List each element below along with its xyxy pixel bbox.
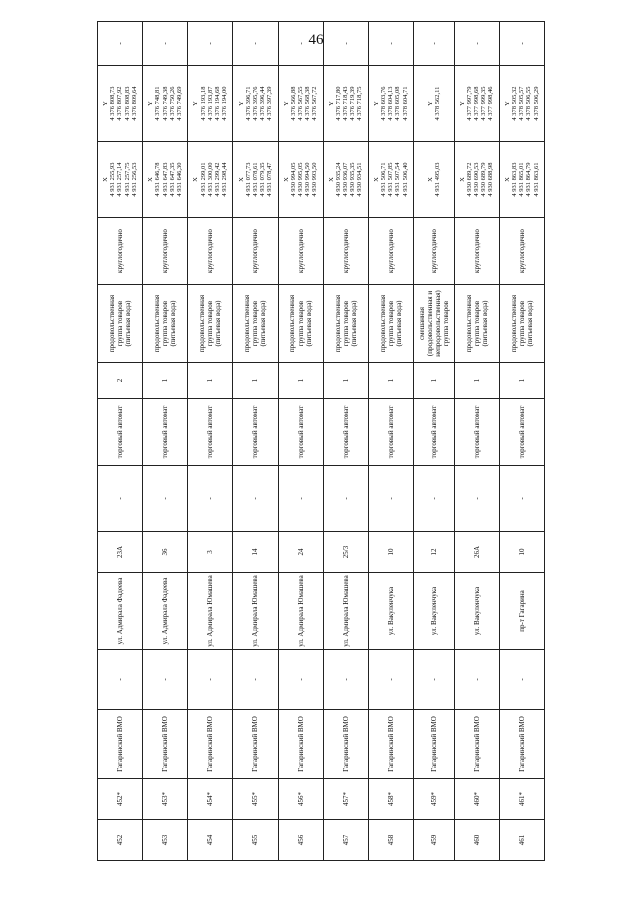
house-cell: 25/3 <box>323 532 368 573</box>
empty-cell: - <box>499 650 544 710</box>
street-cell: ул. Адмирала Фадеева <box>98 573 143 650</box>
x-coordinate-value: 4 931 646,30 <box>175 162 183 197</box>
x-coordinate-label: X <box>372 177 380 182</box>
rotated-table-wrapper <box>97 42 545 861</box>
object-type-cell: торговый автомат <box>368 399 413 466</box>
count-cell: 1 <box>188 363 233 399</box>
district-cell: Гагаринский ВМО <box>233 710 278 779</box>
x-coordinate-value: 4 931 256,53 <box>130 162 138 197</box>
object-type-cell: торговый автомат <box>278 399 323 466</box>
goods-cell: продовольственная группа товаров (питьевая вода) <box>499 285 544 363</box>
row-number: 456 <box>278 820 323 861</box>
y-coordinate-label: Y <box>192 101 200 106</box>
extra-cell: - <box>188 22 233 66</box>
y-coordinate-value: 4 376 749,38 <box>161 86 169 121</box>
y-coordinate-value: 4 378 603,76 <box>380 86 388 121</box>
x-coordinates-cell <box>278 142 323 218</box>
x-coordinate-label: X <box>327 177 335 182</box>
goods-cell: продовольственная группа товаров (питьевая вода) <box>98 285 143 363</box>
x-coordinate-value: 4 930 995,05 <box>296 162 304 197</box>
y-coordinates-cell <box>278 66 323 142</box>
empty-cell: - <box>413 650 454 710</box>
table-row <box>278 22 323 861</box>
object-type-cell: торговый автомат <box>188 399 233 466</box>
empty-cell: - <box>499 466 544 532</box>
count-cell: 1 <box>499 363 544 399</box>
x-coordinate-value: 4 931 077,73 <box>244 162 252 197</box>
x-coordinate-label: X <box>102 177 110 182</box>
y-coordinate-label: Y <box>372 101 380 106</box>
x-coordinate-value: 4 930 934,51 <box>356 162 364 197</box>
empty-cell: - <box>143 466 188 532</box>
y-coordinate-label: Y <box>458 101 466 106</box>
x-coordinates-cell <box>323 142 368 218</box>
x-coordinate-label: X <box>237 177 245 182</box>
x-coordinate-value: 4 931 647,83 <box>161 162 169 197</box>
district-cell: Гагаринский ВМО <box>188 710 233 779</box>
x-coordinate-value: 4 931 299,42 <box>213 162 221 197</box>
x-coordinates-cell <box>143 142 188 218</box>
y-coordinate-value: 4 376 194,68 <box>213 86 221 121</box>
y-coordinate-value: 4 376 808,73 <box>109 86 117 121</box>
x-coordinate-value: 4 931 495,03 <box>433 162 441 197</box>
district-cell: Гагаринский ВМО <box>499 710 544 779</box>
y-coordinate-label: Y <box>327 101 335 106</box>
y-coordinate-value: 4 377 998,68 <box>473 86 481 121</box>
x-coordinate-value: 4 930 993,50 <box>311 162 319 197</box>
y-coordinate-label: Y <box>504 101 512 106</box>
empty-cell: - <box>454 466 499 532</box>
x-coordinate-value: 4 931 299,01 <box>199 162 207 197</box>
extra-cell: - <box>143 22 188 66</box>
y-coordinate-value: 4 377 999,35 <box>480 86 488 121</box>
regime-cell: круглогодично <box>323 218 368 285</box>
x-coordinate-value: 4 931 646,78 <box>154 162 162 197</box>
y-coordinate-value: 4 376 395,76 <box>251 86 259 121</box>
street-cell: ул. Вакуленчука <box>368 573 413 650</box>
y-coordinate-value: 4 376 749,69 <box>175 86 183 121</box>
empty-cell: - <box>188 650 233 710</box>
street-cell: ул. Адмирала Фадеева <box>143 573 188 650</box>
extra-cell: - <box>98 22 143 66</box>
y-coordinate-value: 4 376 193,18 <box>199 86 207 121</box>
empty-cell: - <box>98 650 143 710</box>
goods-cell: продовольственная группа товаров (питьевая вода) <box>323 285 368 363</box>
y-coordinate-value: 4 377 998,46 <box>487 86 495 121</box>
district-cell: Гагаринский ВМО <box>413 710 454 779</box>
sub-number: 454* <box>188 779 233 820</box>
object-type-cell: торговый автомат <box>454 399 499 466</box>
extra-cell: - <box>413 22 454 66</box>
y-coordinate-value: 4 378 604,71 <box>401 86 409 121</box>
x-coordinate-label: X <box>192 177 200 182</box>
y-coordinate-label: Y <box>282 101 290 106</box>
y-coordinate-value: 4 378 562,11 <box>433 86 441 121</box>
empty-cell: - <box>278 650 323 710</box>
y-coordinate-value: 4 378 506,55 <box>525 86 533 121</box>
object-type-cell: торговый автомат <box>143 399 188 466</box>
count-cell: 1 <box>233 363 278 399</box>
street-cell: ул. Вакуленчука <box>413 573 454 650</box>
x-coordinates-cell <box>454 142 499 218</box>
house-cell: 3 <box>188 532 233 573</box>
table-row <box>323 22 368 861</box>
goods-cell: продовольственная группа товаров (питьевая вода) <box>368 285 413 363</box>
empty-cell: - <box>368 466 413 532</box>
count-cell: 1 <box>323 363 368 399</box>
street-cell: пр-т Гагарина <box>499 573 544 650</box>
house-cell: 10 <box>368 532 413 573</box>
empty-cell: - <box>233 650 278 710</box>
street-cell: ул. Адмирала Юмашева <box>188 573 233 650</box>
sub-number: 461* <box>499 779 544 820</box>
row-number: 455 <box>233 820 278 861</box>
street-cell: ул. Адмирала Юмашева <box>323 573 368 650</box>
y-coordinate-value: 4 376 397,39 <box>266 86 274 121</box>
count-cell: 1 <box>413 363 454 399</box>
y-coordinate-value: 4 376 568,38 <box>304 86 312 121</box>
count-cell: 1 <box>143 363 188 399</box>
empty-cell: - <box>413 466 454 532</box>
y-coordinate-value: 4 376 396,71 <box>244 86 252 121</box>
x-coordinate-value: 4 931 863,61 <box>532 162 540 197</box>
empty-cell: - <box>98 466 143 532</box>
y-coordinate-value: 4 376 809,64 <box>130 86 138 121</box>
y-coordinates-cell <box>499 66 544 142</box>
x-coordinate-value: 4 931 507,85 <box>387 162 395 197</box>
district-cell: Гагаринский ВМО <box>98 710 143 779</box>
empty-cell: - <box>454 650 499 710</box>
regime-cell: круглогодично <box>188 218 233 285</box>
y-coordinates-cell <box>233 66 278 142</box>
empty-cell: - <box>323 650 368 710</box>
table-row <box>233 22 278 861</box>
y-coordinate-value: 4 376 717,80 <box>334 86 342 121</box>
house-cell: 14 <box>233 532 278 573</box>
x-coordinate-value: 4 931 257,75 <box>123 162 131 197</box>
y-coordinate-value: 4 376 396,44 <box>259 86 266 121</box>
sub-number: 452* <box>98 779 143 820</box>
x-coordinate-label: X <box>426 177 434 182</box>
street-cell: ул. Адмирала Юмашева <box>278 573 323 650</box>
regime-cell: круглогодично <box>499 218 544 285</box>
object-type-cell: торговый автомат <box>323 399 368 466</box>
x-coordinate-label: X <box>458 177 466 182</box>
row-number: 453 <box>143 820 188 861</box>
x-coordinates-cell <box>413 142 454 218</box>
district-cell: Гагаринский ВМО <box>143 710 188 779</box>
house-cell: 12 <box>413 532 454 573</box>
y-coordinate-label: Y <box>426 101 434 106</box>
table-row <box>143 22 188 861</box>
regime-cell: круглогодично <box>454 218 499 285</box>
row-number: 461 <box>499 820 544 861</box>
y-coordinate-value: 4 376 193,87 <box>206 86 214 121</box>
y-coordinate-value: 4 376 194,00 <box>221 86 229 121</box>
object-type-cell: торговый автомат <box>98 399 143 466</box>
goods-cell: продовольственная группа товаров (питьевая вода) <box>188 285 233 363</box>
goods-cell: продовольственная группа товаров (питьевая вода) <box>278 285 323 363</box>
x-coordinate-value: 4 931 257,14 <box>116 162 124 197</box>
sub-number: 455* <box>233 779 278 820</box>
x-coordinate-value: 4 931 078,61 <box>251 162 259 197</box>
house-cell: 26А <box>454 532 499 573</box>
y-coordinate-value: 4 376 807,92 <box>116 86 124 121</box>
table-row <box>188 22 233 861</box>
goods-cell: продовольственная группа товаров (питьевая вода) <box>143 285 188 363</box>
regime-cell: круглогодично <box>98 218 143 285</box>
x-coordinate-value: 4 931 079,35 <box>259 162 266 197</box>
y-coordinate-value: 4 376 718,43 <box>342 86 350 121</box>
sub-number: 460* <box>454 779 499 820</box>
y-coordinate-label: Y <box>147 101 155 106</box>
y-coordinate-value: 4 378 506,29 <box>532 86 540 121</box>
table-row <box>454 22 499 861</box>
y-coordinates-cell <box>143 66 188 142</box>
y-coordinate-value: 4 376 567,55 <box>296 86 304 121</box>
empty-cell: - <box>143 650 188 710</box>
x-coordinate-value: 4 930 994,50 <box>304 162 312 197</box>
y-coordinate-label: Y <box>102 101 110 106</box>
x-coordinate-value: 4 930 935,35 <box>349 162 357 197</box>
y-coordinate-value: 4 376 808,83 <box>123 86 131 121</box>
district-cell: Гагаринский ВМО <box>278 710 323 779</box>
extra-cell: - <box>233 22 278 66</box>
sub-number: 458* <box>368 779 413 820</box>
district-cell: Гагаринский ВМО <box>454 710 499 779</box>
house-cell: 10 <box>499 532 544 573</box>
x-coordinate-value: 4 930 689,79 <box>480 162 488 197</box>
y-coordinate-value: 4 376 719,39 <box>349 86 357 121</box>
placement-table <box>97 21 545 861</box>
y-coordinates-cell <box>368 66 413 142</box>
y-coordinates-cell <box>188 66 233 142</box>
district-cell: Гагаринский ВМО <box>368 710 413 779</box>
regime-cell: круглогодично <box>368 218 413 285</box>
sub-number: 453* <box>143 779 188 820</box>
x-coordinate-value: 4 931 298,44 <box>221 162 229 197</box>
x-coordinates-cell <box>499 142 544 218</box>
x-coordinate-value: 4 931 506,71 <box>380 162 388 197</box>
regime-cell: круглогодично <box>233 218 278 285</box>
empty-cell: - <box>278 466 323 532</box>
extra-cell: - <box>323 22 368 66</box>
x-coordinate-value: 4 931 647,35 <box>168 162 176 197</box>
y-coordinate-value: 4 376 750,26 <box>168 86 176 121</box>
goods-cell: смешанная (продовольственная и непродовольственная) группа товаров <box>413 285 454 363</box>
y-coordinate-value: 4 376 567,72 <box>311 86 319 121</box>
empty-cell: - <box>233 466 278 532</box>
object-type-cell: торговый автомат <box>499 399 544 466</box>
x-coordinate-value: 4 930 689,72 <box>466 162 474 197</box>
empty-cell: - <box>188 466 233 532</box>
empty-cell: - <box>368 650 413 710</box>
x-coordinate-value: 4 930 994,05 <box>289 162 297 197</box>
x-coordinate-value: 4 931 507,54 <box>394 162 402 197</box>
y-coordinate-value: 4 378 604,13 <box>387 86 395 121</box>
table-row <box>413 22 454 861</box>
object-type-cell: торговый автомат <box>413 399 454 466</box>
x-coordinate-label: X <box>282 177 290 182</box>
x-coordinate-value: 4 930 690,53 <box>473 162 481 197</box>
x-coordinate-value: 4 930 935,24 <box>334 162 342 197</box>
row-number: 458 <box>368 820 413 861</box>
row-number: 460 <box>454 820 499 861</box>
y-coordinate-label: Y <box>237 101 245 106</box>
x-coordinate-value: 4 931 078,47 <box>266 162 274 197</box>
sub-number: 456* <box>278 779 323 820</box>
y-coordinates-cell <box>98 66 143 142</box>
goods-cell: продовольственная группа товаров (питьевая вода) <box>454 285 499 363</box>
object-type-cell: торговый автомат <box>233 399 278 466</box>
goods-cell: продовольственная группа товаров (питьевая вода) <box>233 285 278 363</box>
extra-cell: - <box>278 22 323 66</box>
x-coordinate-value: 4 931 865,01 <box>518 162 526 197</box>
x-coordinate-value: 4 931 300,00 <box>206 162 214 197</box>
count-cell: 1 <box>454 363 499 399</box>
row-number: 459 <box>413 820 454 861</box>
extra-cell: - <box>454 22 499 66</box>
page-number: 46 <box>308 32 324 48</box>
count-cell: 1 <box>368 363 413 399</box>
count-cell: 2 <box>98 363 143 399</box>
y-coordinate-value: 4 378 505,32 <box>511 86 519 121</box>
house-cell: 23А <box>98 532 143 573</box>
x-coordinate-value: 4 931 863,83 <box>511 162 519 197</box>
street-cell: ул. Вакуленчука <box>454 573 499 650</box>
x-coordinate-label: X <box>147 177 155 182</box>
y-coordinates-cell <box>323 66 368 142</box>
y-coordinates-cell <box>413 66 454 142</box>
house-cell: 36 <box>143 532 188 573</box>
x-coordinates-cell <box>98 142 143 218</box>
regime-cell: круглогодично <box>143 218 188 285</box>
count-cell: 1 <box>278 363 323 399</box>
y-coordinate-value: 4 376 748,81 <box>154 86 162 121</box>
x-coordinate-value: 4 931 255,93 <box>109 162 117 197</box>
y-coordinate-value: 4 377 997,79 <box>466 86 474 121</box>
house-cell: 24 <box>278 532 323 573</box>
x-coordinate-value: 4 931 864,79 <box>525 162 533 197</box>
y-coordinate-value: 4 376 566,88 <box>289 86 297 121</box>
extra-cell: - <box>499 22 544 66</box>
street-cell: ул. Адмирала Юмашева <box>233 573 278 650</box>
y-coordinate-value: 4 378 605,08 <box>394 86 402 121</box>
table-row <box>98 22 143 861</box>
row-number: 457 <box>323 820 368 861</box>
table-row <box>499 22 544 861</box>
empty-cell: - <box>323 466 368 532</box>
table-body <box>98 22 545 861</box>
extra-cell: - <box>368 22 413 66</box>
x-coordinates-cell <box>233 142 278 218</box>
table-row <box>368 22 413 861</box>
sub-number: 457* <box>323 779 368 820</box>
x-coordinates-cell <box>368 142 413 218</box>
row-number: 454 <box>188 820 233 861</box>
y-coordinate-value: 4 378 505,57 <box>518 86 526 121</box>
x-coordinate-value: 4 930 688,98 <box>487 162 495 197</box>
sub-number: 459* <box>413 779 454 820</box>
district-cell: Гагаринский ВМО <box>323 710 368 779</box>
regime-cell: круглогодично <box>278 218 323 285</box>
y-coordinate-value: 4 376 718,75 <box>356 86 364 121</box>
regime-cell: круглогодично <box>413 218 454 285</box>
x-coordinate-value: 4 930 936,07 <box>342 162 350 197</box>
x-coordinate-label: X <box>504 177 512 182</box>
x-coordinate-value: 4 931 506,40 <box>401 162 409 197</box>
y-coordinates-cell <box>454 66 499 142</box>
row-number: 452 <box>98 820 143 861</box>
x-coordinates-cell <box>188 142 233 218</box>
